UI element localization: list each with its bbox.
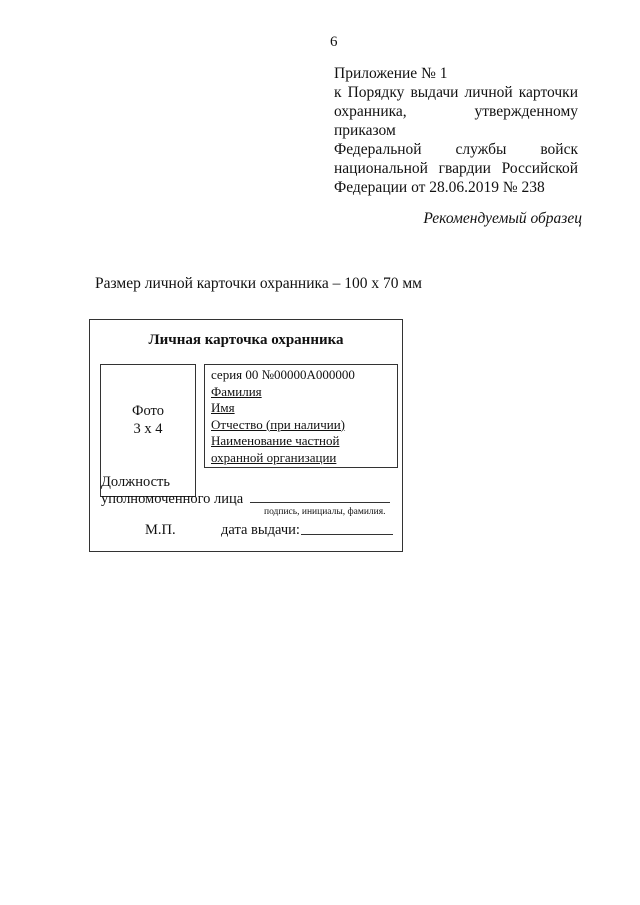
appendix-line: Федеральной службы войск [334, 141, 578, 158]
photo-label: Фото [132, 403, 164, 419]
card-title: Личная карточка охранника [148, 332, 344, 348]
guard-card-sample [89, 319, 403, 552]
field-patronymic: Отчество (при наличии) [211, 416, 346, 432]
field-surname: Фамилия [211, 383, 262, 399]
stamp-label: М.П. [145, 522, 176, 538]
sample-label: Рекомендуемый образец [423, 210, 582, 227]
position-label-cont: уполномоченного лица [101, 491, 244, 507]
appendix-line: национальной гвардии Российской [334, 160, 578, 177]
signature-caption: подпись, инициалы, фамилия. [264, 507, 386, 517]
card-series: серия 00 №00000А000000 [211, 367, 355, 382]
field-organization: Наименование частной [211, 433, 340, 448]
card-fields-box [204, 364, 398, 468]
position-label: Должность [101, 474, 170, 490]
page-number: 6 [330, 34, 338, 50]
appendix-title: Приложение № 1 [334, 65, 448, 82]
appendix-line: к Порядку выдачи личной карточки [334, 84, 578, 101]
appendix-header [334, 64, 578, 197]
issue-date-line [301, 534, 393, 535]
authorized-person-label [101, 474, 243, 508]
field-name: Имя [211, 400, 235, 415]
signature-line [250, 502, 390, 503]
card-size-note: Размер личной карточки охранника – 100 х 70 мм [95, 275, 422, 292]
issue-date-label: дата выдачи: [221, 522, 300, 538]
field-organization-cont: охранной организации [211, 449, 337, 465]
photo-size: 3 х 4 [133, 421, 163, 437]
appendix-line: Федерации от 28.06.2019 № 238 [334, 179, 545, 196]
appendix-line: охранника, утвержденному приказом [334, 103, 578, 139]
